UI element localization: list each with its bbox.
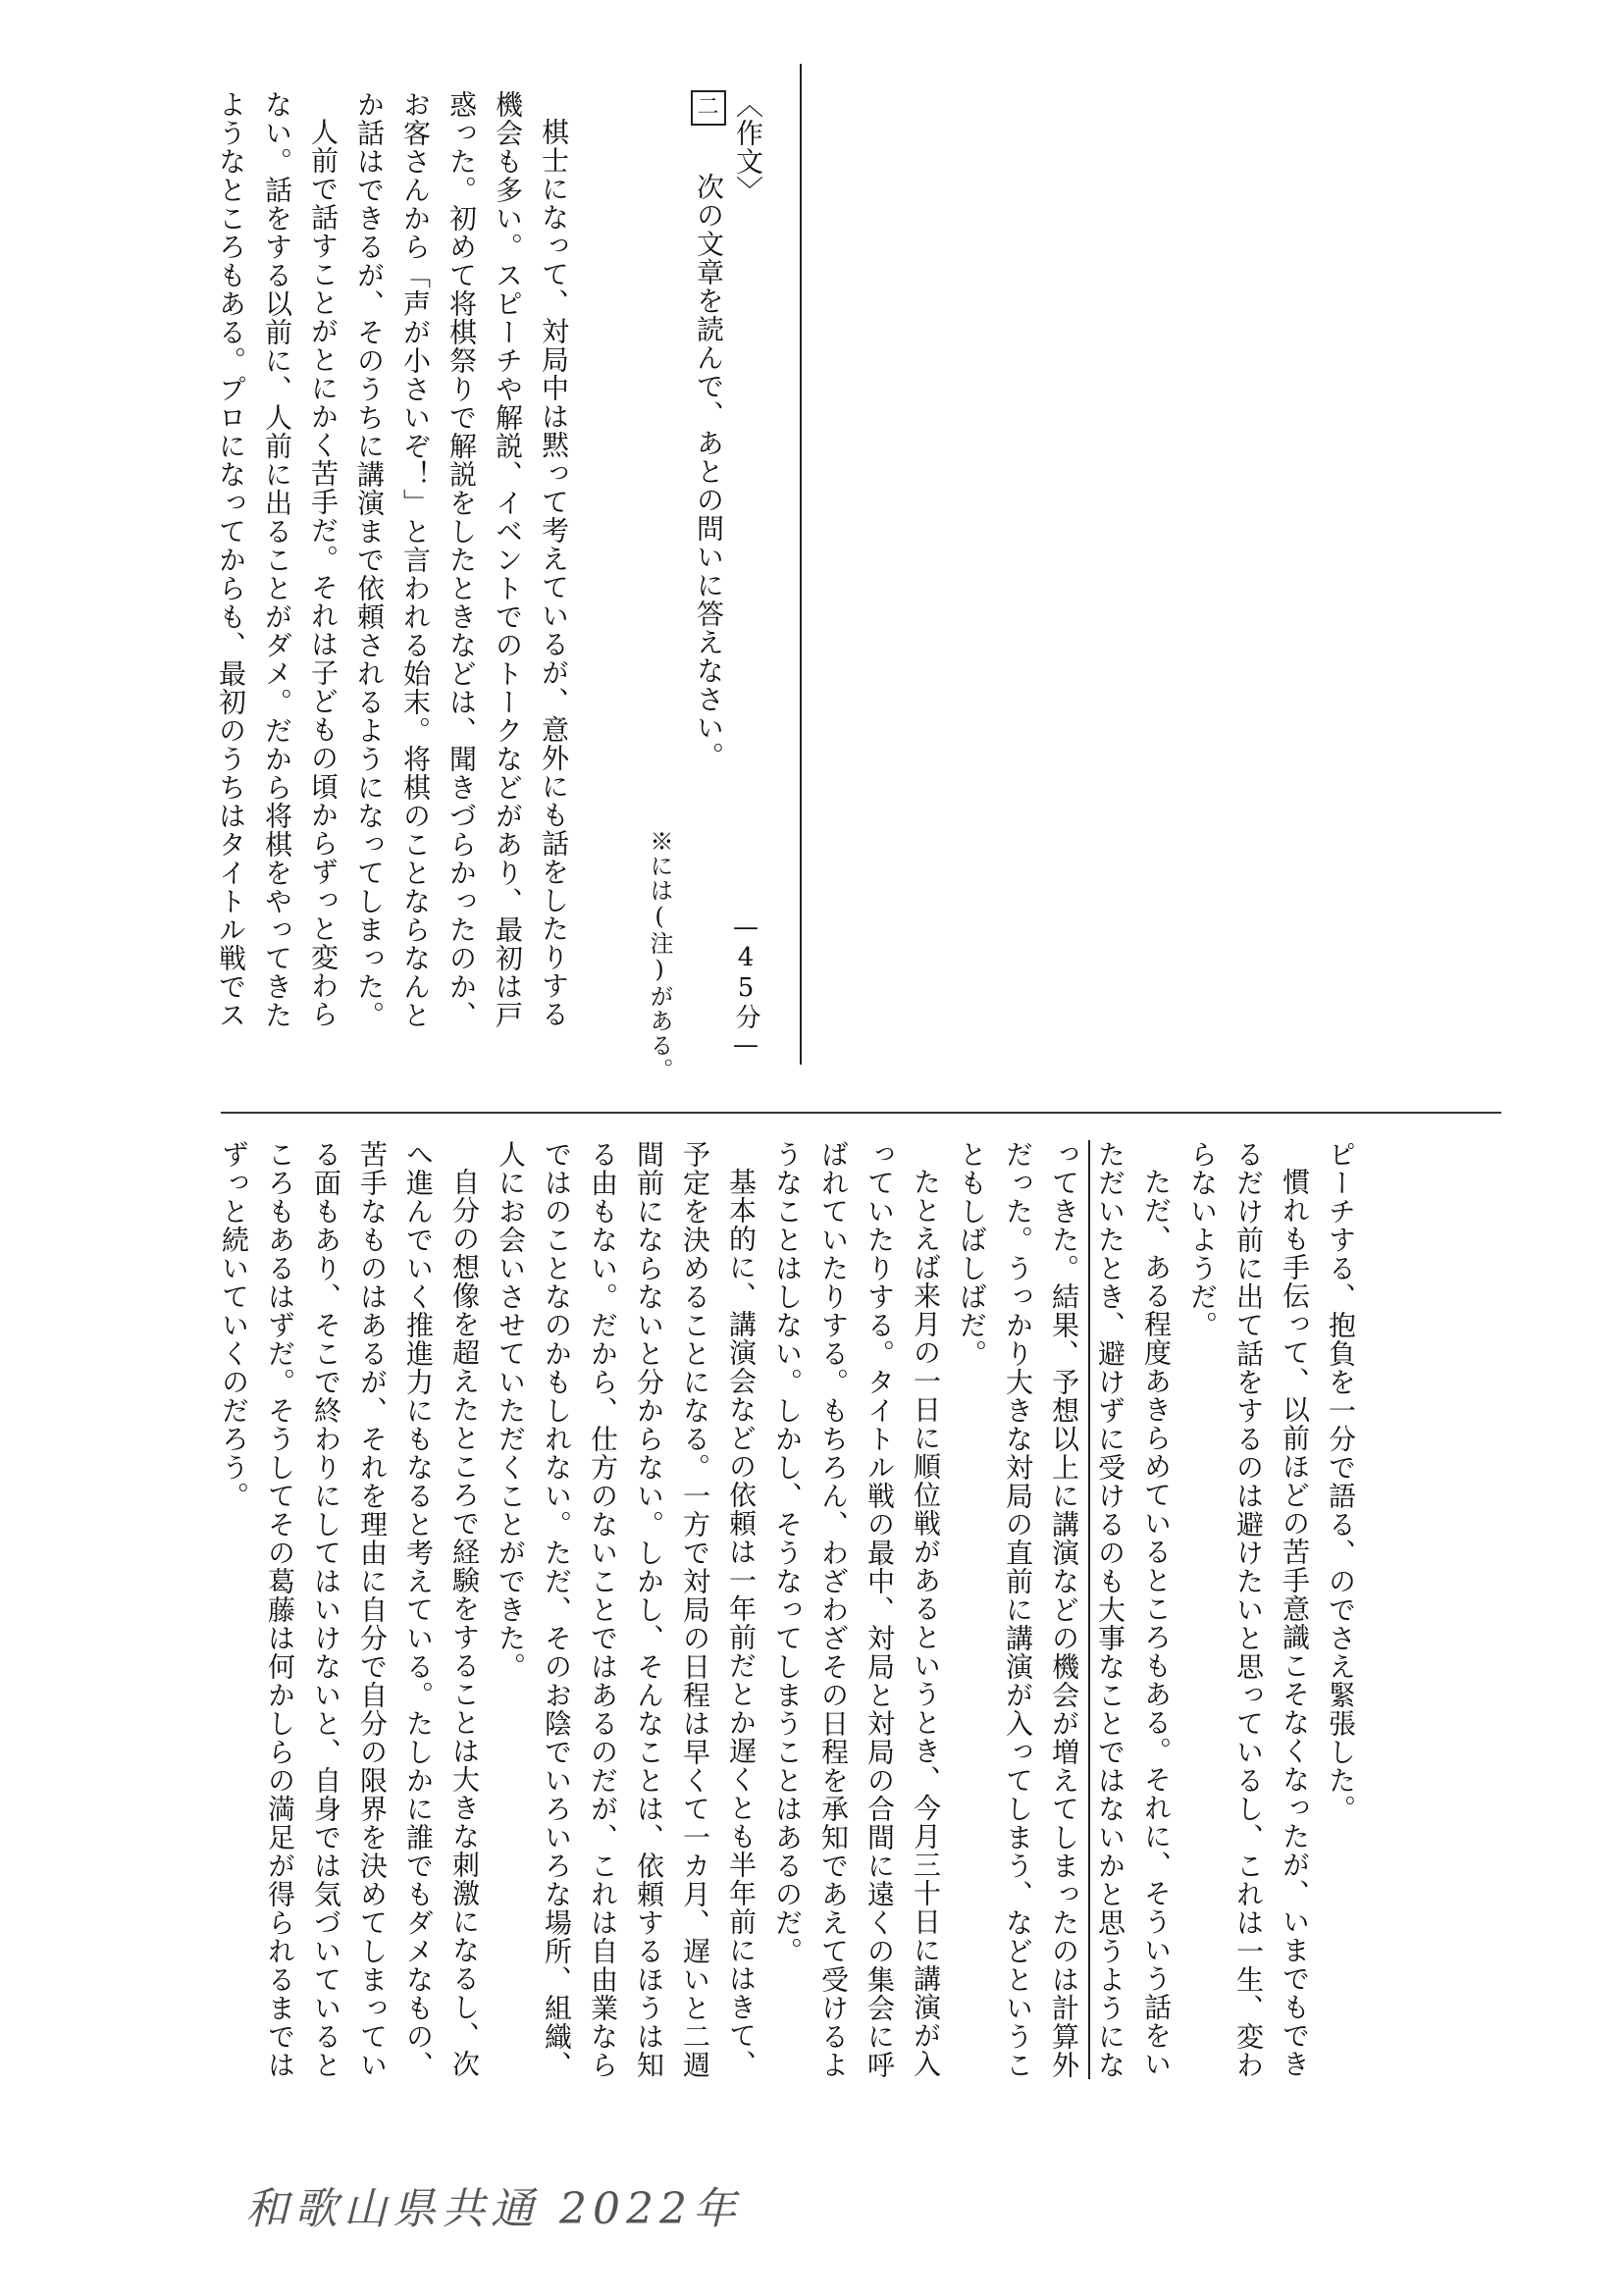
passage-line: 基本的に、講演会などの依頼は一年前だとか遅くとも半年前にはきて、 (725, 1168, 758, 2078)
passage-line: ともしばしばだ。 (956, 1140, 988, 1368)
passage-line: ってきた。結果、予想以上に講演などの機会が増えてしまったのは計算外 (1048, 1140, 1080, 2079)
passage-line: るだけ前に出て話をするのは避けたいと思っているし、これは一生、変わ (1232, 1140, 1265, 2079)
passage-line: へ進んでいく推進力にもなると考えている。たしかに誰でもダメなもの、 (402, 1140, 435, 2079)
passage-line: ずっと続いていくのだろう。 (218, 1140, 250, 1510)
section-divider (221, 1112, 1501, 1114)
passage-line: 機会も多い。スピーチや解説、イベントでのトークなどがあり、最初は戸 (492, 90, 524, 1029)
passage-line: ばれていたりする。もちろん、わざわざその日程を承知であえて受けるよ (817, 1140, 850, 2079)
passage-line: たとえば来月の一日に順位戦があるというとき、今月三十日に講演が入 (910, 1168, 942, 2078)
passage-line: る由もない。だから、仕方のないことではあるのだが、これは自由業なら (587, 1140, 619, 2079)
passage-line: ではのことなのかもしれない。ただ、そのお陰でいろいろな場所、組織、 (541, 1140, 573, 2079)
passage-line: 自分の想像を超えたところで経験をすることは大きな刺激になるし、次 (448, 1168, 481, 2078)
passage-line: うなことはしない。しかし、そうなってしまうことはあるのだ。 (771, 1140, 804, 1965)
passage-line: 慣れも手伝って、以前ほどの苦手意識こそなくなったが、いまでもでき (1279, 1168, 1311, 2078)
handwritten-source-note: 和歌山県共通 2022年 (245, 2184, 742, 2234)
section-title: 〈作文〉 (732, 90, 764, 204)
passage-line: ただ、ある程度あきらめているところもある。それに、そういう話をい (1140, 1168, 1173, 2078)
passage-line: 棋士になって、対局中は黙って考えているが、意外にも話をしたりする (538, 118, 570, 1028)
passage-line: 人にお会いさせていただくことができた。 (495, 1140, 527, 1681)
passage-line: らないようだ。 (1186, 1140, 1219, 1339)
passage-line: か話はできるが、そのうちに講演まで依頼されるようになってしまった。 (353, 90, 386, 1029)
passage-line: 間前にならないと分からない。しかし、そんなことは、依頼するほうは知 (633, 1140, 665, 2079)
passage-line: ない。話をする以前に、人前に出ることがダメ。だから将棋をやってきた (261, 90, 293, 1029)
bottom-passage (211, 1140, 1364, 2131)
note-mark: ※には(注)がある。 (646, 829, 673, 1082)
question-header (689, 90, 728, 770)
passage-line: っていたりする。タイトル戦の最中、対局と対局の合間に遠くの集会に呼 (864, 1140, 896, 2079)
passage-line: 予定を決めることになる。一方で対局の日程は早くて一カ月、遅いと二週 (679, 1140, 711, 2079)
question-number: 二 (691, 90, 726, 126)
passage-line: ようなところもある。プロになってからも、最初のうちはタイトル戦でス (215, 90, 247, 1029)
top-passage (208, 90, 577, 1081)
question-instruction: 次の文章を読んで、あとの問いに答えなさい。 (693, 173, 725, 770)
passage-line: ピーチする、抱負を一分で語る、のでさえ緊張した。 (1325, 1140, 1357, 1823)
passage-line: る面もあり、そこで終わりにしてはいけないと、自身では気づいていると (310, 1140, 342, 2079)
passage-line: 苦手なものはあるが、それを理由に自分で自分の限界を決めてしまってい (356, 1140, 389, 2079)
underlined-passage-line: ただいたとき、避けずに受けるのも大事なことではないかと思うようにな (1094, 1140, 1126, 2079)
top-vertical-rule (800, 64, 802, 1065)
passage-line: お客さんから「声が小さいぞ！」と言われる始末。将棋のことならなんと (399, 90, 432, 1029)
passage-line: だった。うっかり大きな対局の直前に講演が入ってしまう、などというこ (1002, 1140, 1034, 2079)
time-limit: —45分— (731, 913, 760, 1061)
passage-line: 人前で話すことがとにかく苦手だ。それは子どもの頃からずっと変わら (307, 118, 340, 1028)
passage-line: ころもあるはずだ。そうしてその葛藤は何かしらの満足が得られるまでは (264, 1140, 296, 2079)
passage-line: 惑った。初めて将棋祭りで解説をしたときなどは、聞きづらかったのか、 (445, 90, 478, 1029)
